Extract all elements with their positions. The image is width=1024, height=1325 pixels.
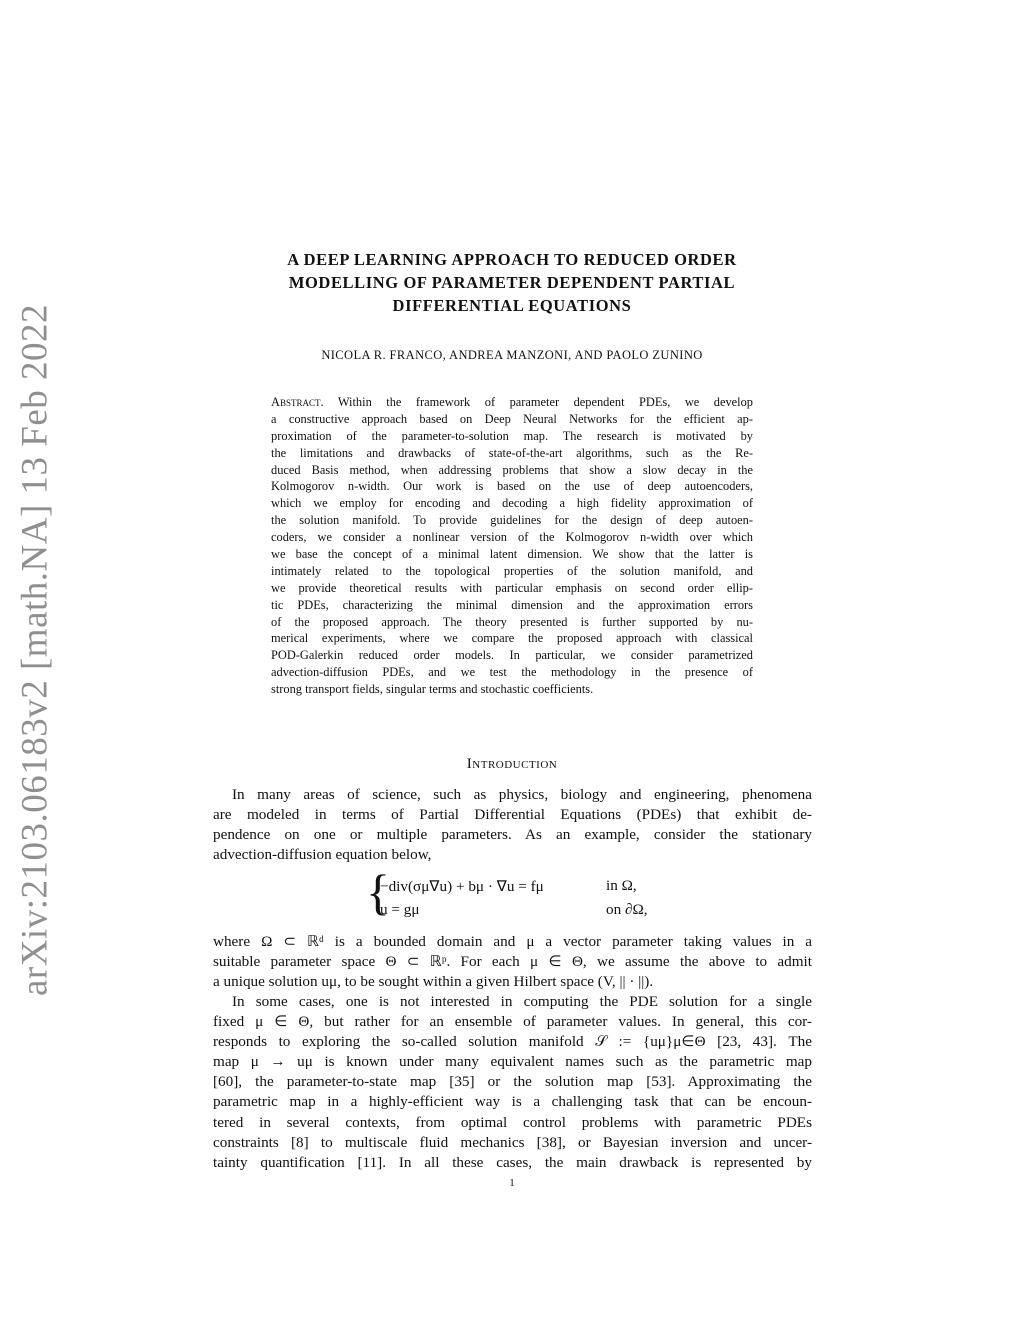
body-line: map μ → uμ is known under many equivalent names such as the parametric map [213, 1053, 812, 1071]
body-line: [60], the parameter-to-state map [35] or the solution map [53]. Approximating the [213, 1073, 812, 1091]
display-equation [366, 864, 686, 923]
section-title-introduction: Introduction [466, 756, 558, 772]
abstract-line: we provide theoretical results with particular emphasis on second order ellip- [271, 580, 753, 595]
abstract-line: merical experiments, where we compare the proposed approach with classical [271, 631, 753, 646]
body-line: pendence on one or multiple parameters. As an example, consider the stationary [213, 826, 812, 844]
body-line: tainty quantification [11]. In all these cases, the main drawback is represented by [213, 1153, 812, 1171]
page-number: 1 [509, 1177, 515, 1189]
arxiv-sidebar-stamp [4, 303, 66, 997]
title-line: DIFFERENTIAL EQUATIONS [392, 296, 632, 315]
abstract-line: the limitations and drawbacks of state-of-the-art algorithms, such as the Re- [271, 445, 753, 460]
body-line: suitable parameter space Θ ⊂ ℝᵖ. For each μ ∈ Θ, we assume the above to admit [213, 953, 812, 971]
abstract [271, 394, 753, 698]
body-line: a unique solution uμ, to be sought within a given Hilbert space (V, || · ||). [213, 973, 654, 991]
paragraph-1 [213, 785, 812, 865]
abstract-line: which we employ for encoding and decoding a high fidelity approximation of [271, 496, 753, 511]
body-line: constraints [8] to multiscale fluid mechanics [38], or Bayesian inversion and uncer- [213, 1133, 812, 1151]
abstract-line: tic PDEs, characterizing the minimal dimension and the approximation errors [271, 597, 753, 612]
abstract-line: advection-diffusion PDEs, and we test the methodology in the presence of [271, 665, 753, 680]
paper-title [200, 248, 824, 317]
abstract-line: the solution manifold. To provide guidelines for the design of deep autoen- [271, 513, 753, 528]
paragraph-3 [213, 992, 812, 1173]
equation-brace: { [366, 864, 390, 920]
title-line: A DEEP LEARNING APPROACH TO REDUCED ORDER [287, 250, 737, 269]
title-line: MODELLING OF PARAMETER DEPENDENT PARTIAL [288, 273, 736, 292]
abstract-line: we base the concept of a minimal latent dimension. We show that the latter is [271, 547, 753, 562]
body-line: where Ω ⊂ ℝᵈ is a bounded domain and μ a vector parameter taking values in a [213, 933, 812, 950]
body-line: advection-diffusion equation below, [213, 846, 432, 864]
arxiv-id: arXiv:2103.06183v2 [math.NA] 13 Feb 2022 [14, 303, 56, 997]
abstract-line: Kolmogorov n-width. Our work is based on the use of deep autoencoders, [271, 479, 753, 494]
abstract-line: a constructive approach based on Deep Neural Networks for the efficient ap- [271, 411, 753, 426]
paragraph-2 [213, 932, 812, 992]
authors: NICOLA R. FRANCO, ANDREA MANZONI, AND PAOLO ZUNINO [321, 348, 703, 362]
equation-condition-2: on ∂Ω, [606, 901, 648, 918]
abstract-line: intimately related to the topological properties of the solution manifold, and [271, 563, 753, 578]
body-line: responds to exploring the so-called solution manifold 𝒮 := {uμ}μ∈Θ [23, 43]. The [213, 1033, 812, 1051]
abstract-line: coders, we consider a nonlinear version of the Kolmogorov n-width over which [271, 530, 753, 545]
body-line: fixed μ ∈ Θ, but rather for an ensemble of parameter values. In general, this cor- [213, 1013, 812, 1031]
abstract-line: strong transport fields, singular terms and stochastic coefficients. [271, 682, 594, 697]
body-line: parametric map in a highly-efficient way is a challenging task that can be encoun- [213, 1093, 812, 1111]
body-line: In many areas of science, such as physics, biology and engineering, phenomena [232, 786, 812, 803]
abstract-line: of the proposed approach. The theory presented is further supported by nu- [271, 614, 753, 629]
body-line: are modeled in terms of Partial Differential Equations (PDEs) that exhibit de- [213, 806, 812, 824]
equation-row-2: u = gμ [380, 901, 420, 918]
abstract-line: POD-Galerkin reduced order models. In particular, we consider parametrized [271, 648, 753, 663]
body-line: In some cases, one is not interested in computing the PDE solution for a single [232, 993, 812, 1010]
equation-condition-1: in Ω, [606, 877, 637, 894]
equation-row-1: −div(σμ∇u) + bμ · ∇u = fμ [380, 878, 544, 895]
abstract-line: duced Basis method, when addressing problems that show a slow decay in the [271, 462, 753, 477]
body-line: tered in several contexts, from optimal control problems with parametric PDEs [213, 1113, 812, 1131]
abstract-label: Abstract. [271, 395, 324, 409]
abstract-line: Abstract. Within the framework of parameter dependent PDEs, we develop [271, 395, 754, 409]
abstract-line: proximation of the parameter-to-solution map. The research is motivated by [271, 428, 753, 443]
